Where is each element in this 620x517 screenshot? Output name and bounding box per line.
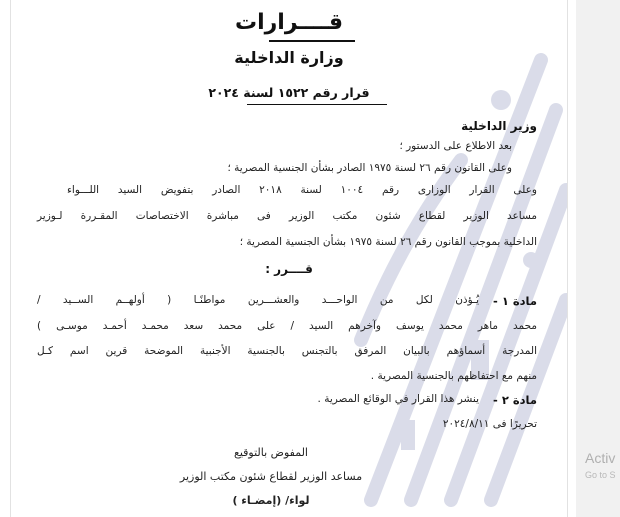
side-panel bbox=[576, 0, 620, 517]
issuer: وزير الداخلية bbox=[461, 119, 537, 133]
title-underline bbox=[269, 40, 355, 42]
signature-delegate: المفوض بالتوقيع bbox=[233, 446, 308, 459]
decree-number: قرار رقم ١٥٢٢ لسنة ٢٠٢٤ bbox=[208, 85, 370, 100]
preamble-line: الداخلية بموجب القانون رقم ٢٦ لسنة ١٩٧٥ بشأن الجنسية المصرية ؛ bbox=[239, 236, 537, 248]
article-2-text: ينشر هذا القرار في الوقائع المصرية . bbox=[317, 393, 479, 405]
article-1-line: محمد ماهر محمد يوسف وآخرهم السيد / على محمد سعد محمـد أحمـد موسـى ) bbox=[37, 320, 537, 332]
activate-windows-title: Activ bbox=[585, 450, 616, 466]
decree-date: تحريرًا فى ٢٠٢٤/٨/١١ bbox=[442, 418, 537, 430]
activate-windows-subtitle: Go to S bbox=[585, 470, 616, 480]
preamble-line: وعلى القانون رقم ٢٦ لسنة ١٩٧٥ الصادر بشأن الجنسية المصرية ؛ bbox=[227, 162, 512, 174]
ministry-heading: وزارة الداخلية bbox=[234, 48, 344, 67]
preamble-line: بعد الاطلاع على الدستور ؛ bbox=[399, 140, 512, 152]
article-1-label: مادة ١ - bbox=[493, 294, 537, 308]
signature-title: مساعد الوزير لقطاع شئون مكتب الوزير bbox=[179, 470, 363, 483]
article-1-line: يُـؤذن لكل من الواحـــد والعشـــرين مواطنًـا ( أولهــم الســيد / bbox=[37, 294, 479, 306]
signature-rank: لواء/ (إمضـاء ) bbox=[232, 494, 310, 507]
article-2-label: مادة ٢ - bbox=[493, 393, 537, 407]
decree-underline bbox=[247, 104, 387, 105]
document-page bbox=[10, 0, 568, 517]
page-title: قــــرارات bbox=[234, 10, 344, 35]
article-1-line: المدرجة أسماؤهم بالبيان المرفق بالتجنس بالجنسية الأجنبية الموضحة قرين اسم كـل bbox=[37, 345, 537, 357]
preamble-line: وعلى القرار الوزارى رقم ١٠٠٤ لسنة ٢٠١٨ الصادر بتفويض السيد اللـــواء bbox=[67, 184, 537, 196]
decided-heading: قــــرر : bbox=[265, 262, 313, 276]
preamble-line: مساعد الوزير لقطاع شئون مكتب الوزير فى مباشرة الاختصاصات المقـررة لـوزير bbox=[37, 210, 537, 222]
article-1-line: منهم مع احتفاظهم بالجنسية المصرية . bbox=[370, 370, 537, 382]
